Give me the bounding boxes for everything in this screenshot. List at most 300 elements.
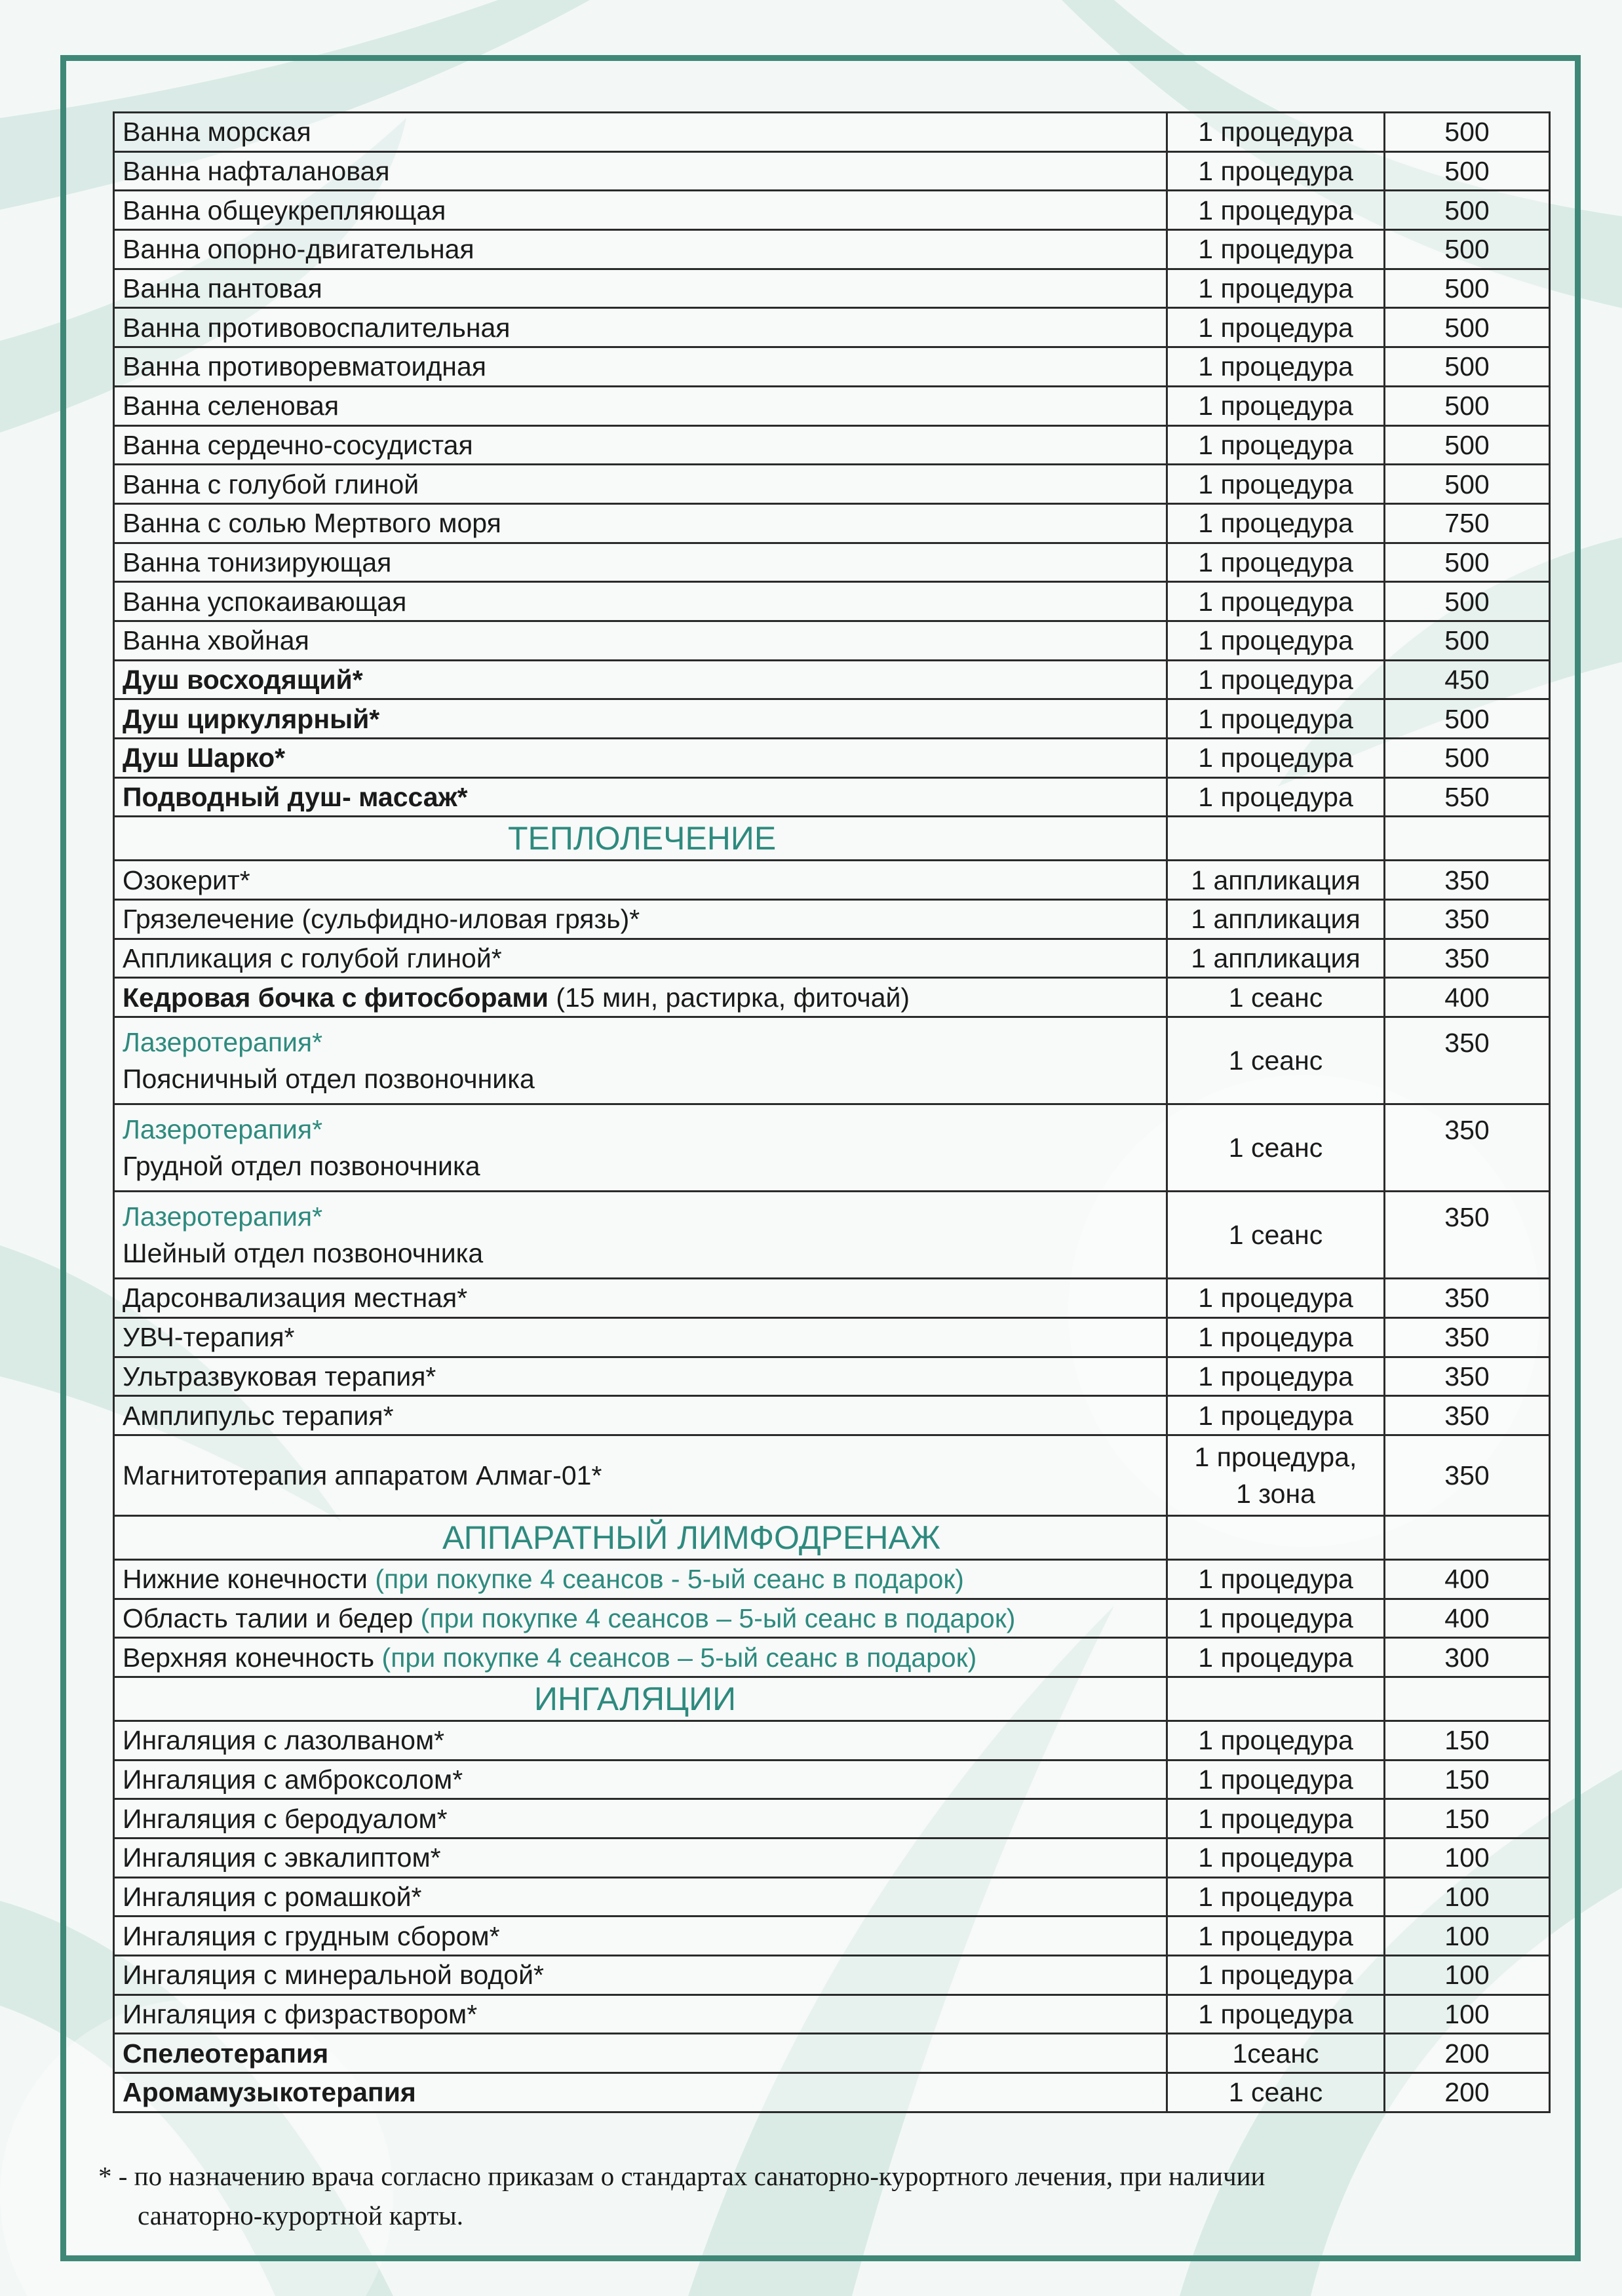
unit-cell (1167, 230, 1385, 269)
service-name: Ингаляция с эвкалиптом* (123, 1842, 441, 1873)
service-name: Ванна с голубой глиной (123, 469, 419, 499)
price-cell (1385, 1994, 1550, 2034)
service-name-cell (114, 1994, 1167, 2034)
table-row (114, 1599, 1550, 1638)
unit-cell (1167, 308, 1385, 347)
price-value: 150 (1444, 1764, 1490, 1795)
unit-label: 1 процедура (1198, 508, 1353, 539)
unit-cell (1167, 1435, 1385, 1515)
price-value: 150 (1444, 1725, 1490, 1756)
unit-label: 1 процедура (1198, 1603, 1353, 1633)
service-name-cell (114, 1017, 1167, 1104)
unit-cell (1167, 900, 1385, 939)
table-row (114, 1877, 1550, 1917)
table-row (114, 543, 1550, 582)
section-title: ИНГАЛЯЦИИ (534, 1680, 737, 1717)
service-name: Ингаляция с ромашкой* (123, 1882, 422, 1913)
price-cell (1385, 1877, 1550, 1917)
table-row (114, 347, 1550, 387)
service-name-cell (114, 1559, 1167, 1599)
unit-label: 1 процедура (1198, 782, 1353, 813)
service-name: Ванна пантовая (123, 273, 322, 304)
unit-label: 1 процедура (1198, 1725, 1353, 1756)
price-cell (1385, 621, 1550, 660)
price-value: 350 (1444, 1202, 1490, 1233)
unit-label: 1 процедура (1198, 1361, 1353, 1391)
price-cell (1385, 1357, 1550, 1396)
table-row (114, 1317, 1550, 1357)
service-name-cell (114, 2034, 1167, 2073)
table-row (114, 1357, 1550, 1396)
price-value: 350 (1444, 1460, 1490, 1490)
service-name: Ультразвуковая терапия* (123, 1361, 436, 1391)
service-subtitle: Шейный отдел позвоночника (123, 1238, 484, 1269)
service-name-cell (114, 1357, 1167, 1396)
service-name-cell (114, 308, 1167, 347)
unit-label: 1 процедура (1198, 1920, 1353, 1951)
unit-cell (1167, 347, 1385, 387)
table-row (114, 777, 1550, 817)
service-name: Спелеотерапия (123, 2038, 329, 2069)
unit-label: 1 процедура (1198, 547, 1353, 577)
unit-cell (1167, 1638, 1385, 1677)
service-subtitle: Грудной отдел позвоночника (123, 1151, 480, 1182)
service-name-cell (114, 151, 1167, 191)
unit-label: 1 процедура (1198, 351, 1353, 382)
price-cell (1385, 1435, 1550, 1515)
price-value: 150 (1444, 1803, 1490, 1834)
service-name: Ванна противоревматоидная (123, 351, 486, 382)
price-value: 500 (1444, 234, 1490, 265)
section-row (114, 817, 1550, 861)
service-name-cell (114, 425, 1167, 465)
price-cell (1385, 113, 1550, 152)
service-name-cell (114, 1638, 1167, 1677)
unit-cell (1167, 777, 1385, 817)
service-name-cell (114, 1917, 1167, 1956)
unit-cell (1167, 1721, 1385, 1760)
unit-cell (1167, 1515, 1385, 1559)
price-cell (1385, 151, 1550, 191)
unit-label: 1 процедура (1198, 664, 1353, 695)
service-name-cell (114, 621, 1167, 660)
price-cell (1385, 308, 1550, 347)
service-name: Ингаляция с грудным сбором* (123, 1920, 500, 1951)
service-name: Душ Шарко* (123, 743, 286, 773)
price-value: 500 (1444, 547, 1490, 577)
price-cell (1385, 939, 1550, 978)
unit-cell (1167, 543, 1385, 582)
service-name: Аромамузыкотерапия (123, 2077, 416, 2108)
service-name: Магнитотерапия аппаратом Алмаг-01* (123, 1460, 602, 1490)
table-row (114, 1956, 1550, 1995)
price-value: 500 (1444, 273, 1490, 304)
unit-label: 1 процедура (1198, 1803, 1353, 1834)
service-name: Ванна морская (123, 117, 311, 147)
service-name: Дарсонвализация местная* (123, 1283, 468, 1313)
price-cell (1385, 2034, 1550, 2073)
service-name-cell (114, 1839, 1167, 1878)
unit-cell (1167, 269, 1385, 308)
service-name-cell (114, 465, 1167, 504)
price-value: 100 (1444, 1960, 1490, 1991)
service-name: Ванна селеновая (123, 391, 339, 421)
unit-cell (1167, 660, 1385, 699)
price-value: 400 (1444, 982, 1490, 1013)
unit-cell (1167, 1956, 1385, 1995)
price-value: 750 (1444, 508, 1490, 539)
unit-cell (1167, 191, 1385, 230)
price-cell (1385, 2073, 1550, 2112)
unit-cell (1167, 1799, 1385, 1839)
unit-label: 1 процедура (1198, 703, 1353, 734)
price-value: 500 (1444, 351, 1490, 382)
service-name: Ванна противовоспалительная (123, 312, 511, 343)
price-cell (1385, 817, 1550, 861)
price-value: 100 (1444, 1882, 1490, 1913)
table-row (114, 386, 1550, 425)
table-row (114, 1559, 1550, 1599)
service-name-cell (114, 503, 1167, 543)
unit-label: 1 процедура (1198, 1564, 1353, 1595)
price-value: 500 (1444, 312, 1490, 343)
price-cell (1385, 739, 1550, 778)
section-title: АППАРАТНЫЙ ЛИМФОДРЕНАЖ (442, 1519, 941, 1556)
price-cell (1385, 1677, 1550, 1721)
promo-note: (при покупке 4 сеансов – 5-ый сеанс в подарок) (413, 1603, 1016, 1633)
table-row (114, 1192, 1550, 1279)
table-row (114, 900, 1550, 939)
unit-label: 1 процедура (1198, 156, 1353, 187)
price-value: 100 (1444, 1999, 1490, 2030)
service-name: Грязелечение (сульфидно-иловая грязь)* (123, 904, 640, 935)
promo-note: (при покупке 4 сеансов - 5-ый сеанс в подарок) (367, 1564, 964, 1595)
service-name-cell (114, 660, 1167, 699)
service-name-cell (114, 817, 1167, 861)
service-name-cell (114, 1279, 1167, 1318)
table-row (114, 425, 1550, 465)
service-name: Ингаляция с минеральной водой* (123, 1960, 544, 1991)
price-cell (1385, 347, 1550, 387)
service-name-cell (114, 739, 1167, 778)
service-name-cell (114, 699, 1167, 739)
price-cell (1385, 1192, 1550, 1279)
service-name: Ванна тонизирующая (123, 547, 392, 577)
unit-cell (1167, 1279, 1385, 1318)
price-value: 500 (1444, 625, 1490, 656)
price-value: 350 (1444, 943, 1490, 974)
price-cell (1385, 1559, 1550, 1599)
unit-label: 1 процедура (1198, 1882, 1353, 1913)
unit-cell (1167, 1559, 1385, 1599)
service-name-cell (114, 939, 1167, 978)
table-row (114, 1638, 1550, 1677)
unit-cell (1167, 113, 1385, 152)
price-value: 200 (1444, 2077, 1490, 2108)
unit-cell (1167, 699, 1385, 739)
table-row (114, 699, 1550, 739)
service-name-cell (114, 900, 1167, 939)
service-name-cell (114, 1515, 1167, 1559)
unit-cell (1167, 582, 1385, 621)
footnote (98, 2156, 1540, 2235)
price-value: 500 (1444, 586, 1490, 617)
unit-cell (1167, 503, 1385, 543)
price-value: 350 (1444, 1361, 1490, 1391)
price-cell (1385, 1638, 1550, 1677)
unit-cell (1167, 1104, 1385, 1192)
table-row (114, 2073, 1550, 2112)
service-name: Ванна опорно-двигательная (123, 234, 474, 265)
section-title: ТЕПЛОЛЕЧЕНИЕ (508, 820, 777, 857)
table-row (114, 1799, 1550, 1839)
service-name: Ингаляция с беродуалом* (123, 1803, 448, 1834)
price-value: 350 (1444, 1115, 1490, 1146)
section-row (114, 1677, 1550, 1721)
unit-cell (1167, 1317, 1385, 1357)
table-row (114, 151, 1550, 191)
unit-label: 1 процедура (1198, 1960, 1353, 1991)
unit-cell (1167, 1917, 1385, 1956)
price-value: 300 (1444, 1642, 1490, 1673)
price-value: 550 (1444, 782, 1490, 813)
table-row (114, 1435, 1550, 1515)
table-row (114, 582, 1550, 621)
price-table (113, 111, 1551, 2113)
service-name: Ингаляция с амброксолом* (123, 1764, 463, 1795)
unit-cell (1167, 1839, 1385, 1878)
unit-label: 1 процедура (1198, 391, 1353, 421)
service-name: Амплипульс терапия* (123, 1400, 394, 1431)
table-row (114, 1994, 1550, 2034)
price-cell (1385, 777, 1550, 817)
unit-label: 1 процедура (1198, 1842, 1353, 1873)
price-value: 500 (1444, 429, 1490, 460)
price-value: 100 (1444, 1842, 1490, 1873)
unit-label: 1 процедура (1198, 1283, 1353, 1313)
table-row (114, 1721, 1550, 1760)
table-row (114, 1839, 1550, 1878)
service-name-cell (114, 1192, 1167, 1279)
price-value: 350 (1444, 904, 1490, 935)
price-value: 350 (1444, 1028, 1490, 1059)
price-cell (1385, 386, 1550, 425)
service-name-cell (114, 1396, 1167, 1435)
service-name-cell (114, 386, 1167, 425)
service-name-cell (114, 1760, 1167, 1799)
price-value: 500 (1444, 391, 1490, 421)
unit-label: 1 процедура (1198, 312, 1353, 343)
price-cell (1385, 699, 1550, 739)
price-cell (1385, 861, 1550, 900)
price-cell (1385, 425, 1550, 465)
price-cell (1385, 660, 1550, 699)
price-cell (1385, 1721, 1550, 1760)
table-row (114, 1396, 1550, 1435)
table-row (114, 465, 1550, 504)
service-name: Подводный душ- массаж* (123, 782, 468, 813)
service-subtitle: Поясничный отдел позвоночника (123, 1064, 535, 1095)
table-row (114, 861, 1550, 900)
service-name-cell (114, 582, 1167, 621)
service-name: Нижние конечности (123, 1564, 368, 1595)
footnote-line-1: * - по назначению врача согласно приказам о стандартах санаторно-курортного лечения, при наличии (98, 2161, 1265, 2191)
table-row (114, 739, 1550, 778)
table-row (114, 1017, 1550, 1104)
unit-label: 1 процедура (1198, 625, 1353, 656)
price-cell (1385, 1599, 1550, 1638)
service-details: (15 мин, растирка, фиточай) (548, 982, 910, 1013)
unit-cell (1167, 1677, 1385, 1721)
table-row (114, 191, 1550, 230)
service-name-cell (114, 113, 1167, 152)
unit-cell (1167, 739, 1385, 778)
price-cell (1385, 978, 1550, 1017)
unit-label: 1 процедура (1198, 273, 1353, 304)
price-value: 200 (1444, 2038, 1490, 2069)
table-row (114, 113, 1550, 152)
price-value: 500 (1444, 469, 1490, 499)
unit-label: 1 процедура (1198, 743, 1353, 773)
unit-label: 1 процедура, (1194, 1441, 1357, 1472)
service-name-cell (114, 1956, 1167, 1995)
price-cell (1385, 1917, 1550, 1956)
service-name-cell (114, 347, 1167, 387)
unit-cell (1167, 465, 1385, 504)
unit-label: 1 аппликация (1191, 865, 1361, 895)
service-name-cell (114, 1599, 1167, 1638)
table-row (114, 308, 1550, 347)
table-row (114, 2034, 1550, 2073)
price-value: 100 (1444, 1920, 1490, 1951)
unit-cell (1167, 1017, 1385, 1104)
footnote-line-2: санаторно-курортной карты. (138, 2200, 463, 2230)
price-cell (1385, 191, 1550, 230)
price-cell (1385, 1317, 1550, 1357)
unit-label: 1 процедура (1198, 586, 1353, 617)
price-cell (1385, 465, 1550, 504)
table-row (114, 621, 1550, 660)
service-name: Ванна с солью Мертвого моря (123, 508, 501, 539)
service-name: Озокерит* (123, 865, 250, 895)
service-name-cell (114, 777, 1167, 817)
unit-label-2: 1 зона (1236, 1478, 1315, 1509)
price-value: 400 (1444, 1564, 1490, 1595)
unit-cell (1167, 1877, 1385, 1917)
price-value: 350 (1444, 865, 1490, 895)
unit-label: 1 процедура (1198, 469, 1353, 499)
unit-label: 1 процедура (1198, 1400, 1353, 1431)
table-row (114, 230, 1550, 269)
table-row (114, 978, 1550, 1017)
price-cell (1385, 269, 1550, 308)
service-name: Верхняя конечность (123, 1642, 375, 1673)
unit-label: 1 процедура (1198, 429, 1353, 460)
unit-cell (1167, 1599, 1385, 1638)
price-value: 350 (1444, 1283, 1490, 1313)
unit-cell (1167, 939, 1385, 978)
service-name-cell (114, 1104, 1167, 1192)
service-name: Ингаляция с физраствором* (123, 1999, 478, 2030)
price-value: 500 (1444, 195, 1490, 225)
price-cell (1385, 582, 1550, 621)
service-name-cell (114, 1677, 1167, 1721)
service-name: Лазеротерапия* (123, 1114, 323, 1145)
service-name-cell (114, 1435, 1167, 1515)
promo-note: (при покупке 4 сеансов – 5-ый сеанс в подарок) (374, 1642, 977, 1673)
service-name-cell (114, 861, 1167, 900)
table-row (114, 660, 1550, 699)
table-row (114, 1104, 1550, 1192)
unit-label: 1 процедура (1198, 1764, 1353, 1795)
price-cell (1385, 1017, 1550, 1104)
service-name-cell (114, 269, 1167, 308)
service-name: Аппликация с голубой глиной* (123, 943, 502, 974)
service-name: Лазеротерапия* (123, 1201, 323, 1232)
service-name: Ванна нафталановая (123, 156, 390, 187)
service-name: УВЧ-терапия* (123, 1322, 295, 1353)
table-row (114, 1760, 1550, 1799)
service-name: Ванна успокаивающая (123, 586, 407, 617)
service-name-cell (114, 1877, 1167, 1917)
unit-cell (1167, 1994, 1385, 2034)
price-value: 350 (1444, 1322, 1490, 1353)
unit-cell (1167, 386, 1385, 425)
table-row (114, 1279, 1550, 1318)
section-row (114, 1515, 1550, 1559)
table-row (114, 503, 1550, 543)
unit-label: 1 аппликация (1191, 943, 1361, 974)
service-name-cell (114, 230, 1167, 269)
price-cell (1385, 1396, 1550, 1435)
service-name: Область талии и бедер (123, 1603, 414, 1633)
price-table-body (114, 113, 1550, 2112)
unit-cell (1167, 621, 1385, 660)
unit-label: 1 аппликация (1191, 904, 1361, 935)
price-cell (1385, 543, 1550, 582)
unit-label: 1 процедура (1198, 195, 1353, 225)
service-name: Душ циркулярный* (123, 703, 380, 734)
unit-label: 1 процедура (1198, 1322, 1353, 1353)
unit-cell (1167, 1396, 1385, 1435)
price-cell (1385, 1956, 1550, 1995)
price-cell (1385, 1839, 1550, 1878)
service-name: Лазеротерапия* (123, 1027, 323, 1058)
unit-label: 1 процедура (1198, 234, 1353, 265)
service-name-cell (114, 2073, 1167, 2112)
price-cell (1385, 1799, 1550, 1839)
unit-cell (1167, 1357, 1385, 1396)
unit-label: 1 сеанс (1228, 1133, 1323, 1163)
service-name: Ванна сердечно-сосудистая (123, 429, 473, 460)
price-cell (1385, 1760, 1550, 1799)
unit-label: 1 сеанс (1228, 1220, 1323, 1251)
service-name: Ингаляция с лазолваном* (123, 1725, 445, 1756)
unit-cell (1167, 861, 1385, 900)
unit-cell (1167, 425, 1385, 465)
unit-label: 1 сеанс (1228, 1045, 1323, 1076)
table-row (114, 939, 1550, 978)
unit-cell (1167, 1192, 1385, 1279)
price-value: 500 (1444, 703, 1490, 734)
service-name: Душ восходящий* (123, 664, 363, 695)
price-value: 500 (1444, 117, 1490, 147)
unit-cell (1167, 817, 1385, 861)
price-cell (1385, 1104, 1550, 1192)
unit-cell (1167, 2034, 1385, 2073)
price-value: 500 (1444, 156, 1490, 187)
price-value: 450 (1444, 664, 1490, 695)
